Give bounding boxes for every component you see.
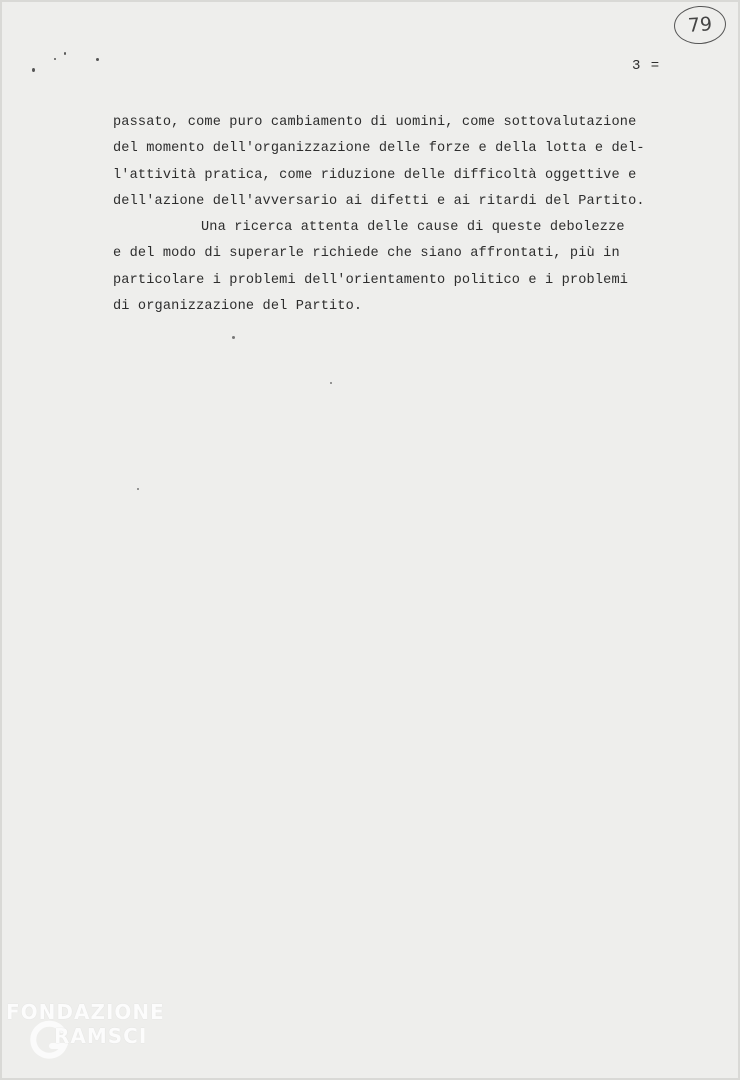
body-line: particolare i problemi dell'orientamento politico e i problemi [113, 272, 629, 288]
body-line: e del modo di superarle richiede che siano affrontati, più in [113, 246, 620, 262]
body-line: passato, come puro cambiamento di uomini, come sottovalutazione [113, 115, 637, 130]
stray-mark [330, 382, 332, 384]
body-line: di organizzazione del Partito. [113, 299, 363, 315]
body-line: l'attività pratica, come riduzione delle difficoltà oggettive e [113, 167, 637, 183]
watermark-line-2: RAMSCI [54, 1024, 148, 1048]
stray-mark [137, 488, 139, 490]
body-line: del momento dell'organizzazione delle forze e della lotta e del- [113, 141, 645, 157]
typewritten-body [113, 110, 693, 320]
fondazione-gramsci-watermark [6, 998, 196, 1070]
page-number: 3 = [632, 58, 661, 74]
stray-mark [232, 336, 235, 339]
body-line-indented: Una ricerca attenta delle cause di queste debolezze [201, 220, 625, 236]
body-line: dell'azione dell'avversario ai difetti e ai ritardi del Partito. [113, 193, 645, 209]
ink-specks [30, 50, 110, 80]
archive-number-stamp: 79 [673, 4, 728, 46]
watermark-line-1: FONDAZIONE [6, 1000, 165, 1024]
